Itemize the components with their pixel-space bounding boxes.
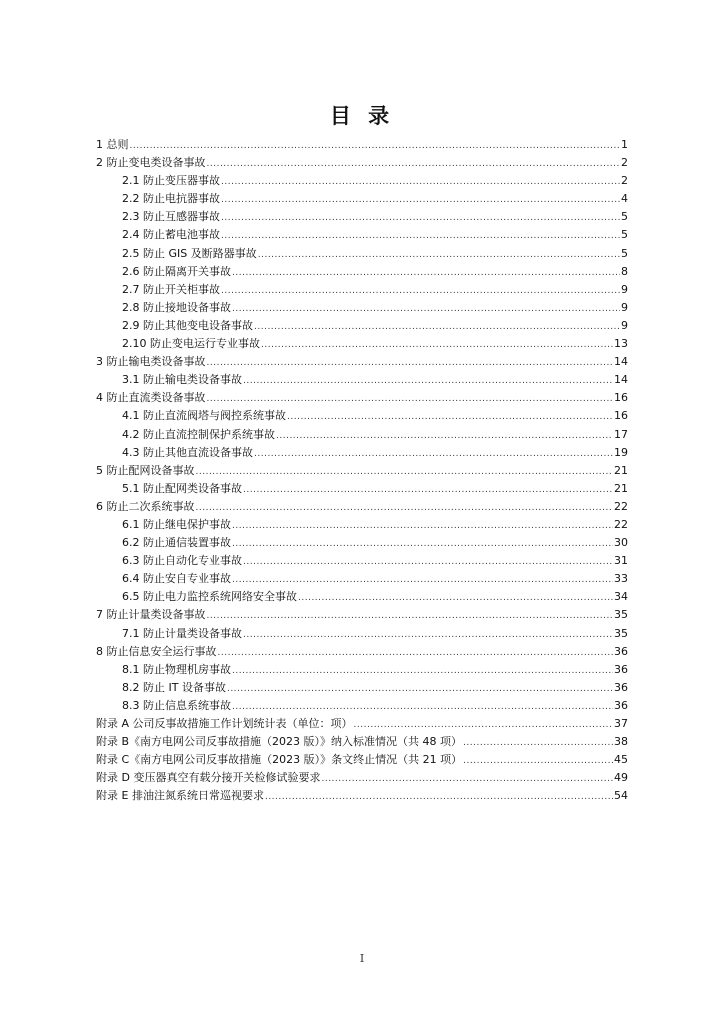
toc-dot-leader — [265, 788, 613, 806]
toc-entry-label: 8.2 防止 IT 设备事故 — [122, 680, 226, 694]
toc-entry-page: 2 — [621, 156, 628, 170]
toc-entry-label: 附录 B《南方电网公司反事故措施（2023 版）》纳入标准情况（共 48 项） — [96, 735, 463, 749]
toc-entry[interactable] — [96, 263, 628, 281]
toc-dot-leader — [243, 626, 613, 644]
toc-entry-page: 13 — [614, 337, 628, 351]
toc-entry-label: 6 防止二次系统事故 — [96, 499, 195, 513]
toc-dot-leader — [196, 499, 614, 517]
toc-entry[interactable] — [96, 226, 628, 244]
toc-entry-label: 7 防止计量类设备事故 — [96, 608, 206, 622]
toc-entry-page: 1 — [621, 138, 628, 151]
toc-entry-page: 35 — [614, 608, 628, 622]
toc-entry[interactable] — [96, 552, 628, 570]
toc-dot-leader — [227, 680, 613, 698]
toc-entry-label: 6.5 防止电力监控系统网络安全事故 — [122, 590, 297, 604]
toc-entry-label: 8.1 防止物理机房事故 — [122, 662, 231, 676]
toc-entry-page: 5 — [621, 246, 628, 260]
toc-entry-label: 3.1 防止输电类设备事故 — [122, 373, 242, 387]
toc-entry-page: 16 — [614, 409, 628, 423]
toc-entry-page: 36 — [614, 644, 628, 658]
toc-entry-page: 34 — [614, 590, 628, 604]
toc-entry-label: 2.5 防止 GIS 及断路器事故 — [122, 246, 257, 260]
toc-entry-label: 4.2 防止直流控制保护系统事故 — [122, 427, 275, 441]
toc-entry-page: 33 — [614, 572, 628, 586]
toc-entry-page: 36 — [614, 662, 628, 676]
toc-entry-page: 35 — [614, 626, 628, 640]
toc-dot-leader — [207, 390, 614, 408]
toc-entry-label: 2.6 防止隔离开关事故 — [122, 264, 231, 278]
toc-dot-leader — [243, 372, 613, 390]
toc-entry[interactable] — [96, 516, 628, 534]
toc-entry-label: 6.1 防止继电保护事故 — [122, 517, 231, 531]
toc-entry-page: 16 — [614, 391, 628, 405]
toc-entry-page: 19 — [614, 445, 628, 459]
toc-entry-page: 14 — [614, 355, 628, 369]
toc-entry[interactable] — [96, 769, 628, 787]
toc-dot-leader — [221, 282, 620, 300]
toc-entry[interactable] — [96, 245, 628, 263]
toc-entry-page: 4 — [621, 192, 628, 206]
toc-dot-leader — [207, 607, 614, 625]
toc-dot-leader — [232, 662, 613, 680]
toc-entry-page: 22 — [614, 499, 628, 513]
toc-entry-page: 9 — [621, 300, 628, 314]
toc-entry-label: 4 防止直流类设备事故 — [96, 391, 206, 405]
toc-entry[interactable] — [96, 335, 628, 353]
toc-entry[interactable] — [96, 281, 628, 299]
toc-entry-page: 37 — [614, 717, 628, 730]
toc-entry[interactable] — [96, 661, 628, 679]
toc-dot-leader — [232, 300, 620, 318]
toc-dot-leader — [261, 336, 613, 354]
toc-dot-leader — [463, 734, 613, 752]
table-of-contents — [96, 136, 628, 805]
toc-entry-label: 1 总则 — [96, 138, 129, 151]
toc-entry-page: 14 — [614, 373, 628, 387]
toc-entry-page: 31 — [614, 554, 628, 568]
toc-entry[interactable] — [96, 317, 628, 335]
toc-dot-leader — [254, 445, 613, 463]
toc-entry-label: 附录 A 公司反事故措施工作计划统计表（单位：项） — [96, 717, 353, 730]
toc-entry[interactable] — [96, 462, 628, 480]
toc-entry-label: 2.3 防止互感器事故 — [122, 210, 220, 224]
toc-entry-page: 30 — [614, 536, 628, 550]
toc-entry-label: 附录 E 排油注氮系统日常巡视要求 — [96, 789, 264, 803]
toc-dot-leader — [298, 589, 613, 607]
toc-dot-leader — [232, 517, 613, 535]
toc-entry[interactable] — [96, 407, 628, 425]
page-title: 目 录 — [329, 104, 395, 128]
toc-dot-leader — [232, 535, 613, 553]
toc-entry[interactable] — [96, 353, 628, 371]
toc-entry-label: 2.8 防止接地设备事故 — [122, 300, 231, 314]
toc-entry[interactable] — [96, 154, 628, 172]
page-number: I — [359, 952, 365, 965]
toc-entry-label: 5 防止配网设备事故 — [96, 463, 195, 477]
toc-dot-leader — [243, 553, 613, 571]
toc-entry[interactable] — [96, 190, 628, 208]
toc-entry-label: 2.2 防止电抗器事故 — [122, 192, 220, 206]
toc-entry-label: 6.3 防止自动化专业事故 — [122, 554, 242, 568]
toc-entry[interactable] — [96, 208, 628, 226]
toc-entry-label: 2.10 防止变电运行专业事故 — [122, 337, 260, 351]
toc-entry[interactable] — [96, 588, 628, 606]
toc-entry-label: 8.3 防止信息系统事故 — [122, 698, 231, 712]
toc-entry[interactable] — [96, 606, 628, 624]
toc-entry[interactable] — [96, 172, 628, 190]
toc-entry-page: 17 — [614, 427, 628, 441]
toc-entry[interactable] — [96, 426, 628, 444]
toc-entry-page: 2 — [621, 174, 628, 188]
toc-entry-label: 2.4 防止蓄电池事故 — [122, 228, 220, 242]
toc-entry-label: 8 防止信息安全运行事故 — [96, 644, 217, 658]
toc-entry-page: 21 — [614, 463, 628, 477]
toc-entry[interactable] — [96, 697, 628, 715]
toc-entry[interactable] — [96, 715, 628, 733]
toc-entry-page: 36 — [614, 698, 628, 712]
toc-entry-label: 附录 D 变压器真空有载分接开关检修试验要求 — [96, 771, 321, 785]
toc-dot-leader — [196, 463, 614, 481]
toc-entry-page: 36 — [614, 680, 628, 694]
toc-dot-leader — [287, 408, 613, 426]
toc-dot-leader — [207, 155, 621, 173]
toc-dot-leader — [232, 698, 613, 716]
toc-dot-leader — [463, 752, 613, 770]
toc-dot-leader — [207, 354, 614, 372]
toc-entry[interactable] — [96, 299, 628, 317]
toc-entry-page: 5 — [621, 228, 628, 242]
toc-entry-label: 2.9 防止其他变电设备事故 — [122, 318, 253, 332]
toc-dot-leader — [232, 571, 613, 589]
toc-entry-page: 8 — [621, 264, 628, 278]
toc-dot-leader — [254, 318, 620, 336]
toc-dot-leader — [221, 227, 620, 245]
toc-dot-leader — [354, 716, 613, 734]
toc-entry[interactable] — [96, 625, 628, 643]
toc-entry-label: 6.2 防止通信装置事故 — [122, 536, 231, 550]
toc-entry[interactable] — [96, 389, 628, 407]
toc-entry-page: 5 — [621, 210, 628, 224]
toc-dot-leader — [130, 137, 621, 155]
toc-dot-leader — [218, 644, 614, 662]
toc-entry[interactable] — [96, 679, 628, 697]
toc-entry-page: 49 — [614, 771, 628, 785]
toc-entry-page: 45 — [614, 753, 628, 767]
toc-entry-label: 7.1 防止计量类设备事故 — [122, 626, 242, 640]
toc-entry[interactable] — [96, 371, 628, 389]
toc-entry-label: 2.1 防止变压器事故 — [122, 174, 220, 188]
toc-entry-label: 6.4 防止安自专业事故 — [122, 572, 231, 586]
toc-dot-leader — [321, 770, 613, 788]
toc-entry[interactable] — [96, 136, 628, 154]
toc-dot-leader — [276, 427, 613, 445]
toc-entry-page: 38 — [614, 735, 628, 749]
toc-dot-leader — [243, 481, 613, 499]
toc-dot-leader — [221, 173, 620, 191]
toc-dot-leader — [232, 264, 620, 282]
toc-entry-page: 9 — [621, 318, 628, 332]
toc-entry[interactable] — [96, 498, 628, 516]
toc-entry-label: 4.3 防止其他直流设备事故 — [122, 445, 253, 459]
toc-entry-label: 2.7 防止开关柜事故 — [122, 282, 220, 296]
toc-entry-label: 2 防止变电类设备事故 — [96, 156, 206, 170]
toc-entry[interactable] — [96, 570, 628, 588]
toc-entry[interactable] — [96, 751, 628, 769]
toc-entry-page: 54 — [614, 789, 628, 803]
toc-entry[interactable] — [96, 534, 628, 552]
toc-entry-page: 21 — [614, 481, 628, 495]
toc-entry[interactable] — [96, 733, 628, 751]
toc-entry-label: 3 防止输电类设备事故 — [96, 355, 206, 369]
toc-entry-page: 22 — [614, 517, 628, 531]
toc-entry[interactable] — [96, 480, 628, 498]
toc-entry-label: 4.1 防止直流阀塔与阀控系统事故 — [122, 409, 286, 423]
toc-entry-label: 5.1 防止配网类设备事故 — [122, 481, 242, 495]
toc-entry[interactable] — [96, 444, 628, 462]
toc-entry[interactable] — [96, 787, 628, 805]
toc-entry-page: 9 — [621, 282, 628, 296]
toc-dot-leader — [221, 191, 620, 209]
toc-dot-leader — [258, 246, 620, 264]
toc-entry-label: 附录 C《南方电网公司反事故措施（2023 版）》条文终止情况（共 21 项） — [96, 753, 463, 767]
toc-dot-leader — [221, 209, 620, 227]
toc-entry[interactable] — [96, 643, 628, 661]
